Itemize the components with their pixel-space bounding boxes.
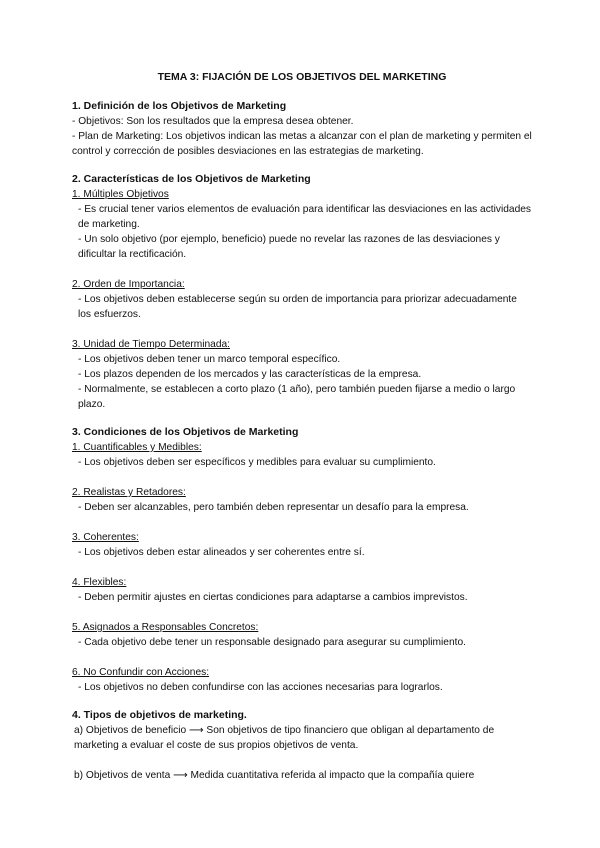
section-1-heading: 1. Definición de los Objetivos de Marketing xyxy=(72,100,287,112)
condition-line: - Deben ser alcanzables, pero también deben representar un desafío para la empresa. xyxy=(78,502,469,513)
condition-label: 5. Asignados a Responsables Concretos: xyxy=(72,622,259,633)
bullet-line: - Los plazos dependen de los mercados y las características de la empresa. xyxy=(78,369,422,380)
type-a-line: a) Objetivos de beneficio ⟶ Son objetivos de tipo financiero que obligan al departamento de marketing a evaluar el coste de sus propios objetivos de venta. xyxy=(74,725,495,751)
subsection-label: 2. Orden de Importancia: xyxy=(72,279,185,290)
section-4-heading: 4. Tipos de objetivos de marketing. xyxy=(72,709,247,721)
subsection-label: 3. Unidad de Tiempo Determinada: xyxy=(72,339,230,350)
condition-line: - Los objetivos no deben confundirse con las acciones necesarias para lograrlos. xyxy=(78,682,443,693)
subsection-label: 1. Múltiples Objetivos xyxy=(72,189,169,200)
bullet-line: - Normalmente, se establecen a corto plazo (1 año), pero también pueden fijarse a medio o largo plazo. xyxy=(78,384,516,410)
condition-label: 3. Coherentes: xyxy=(72,532,139,543)
condition-label: 1. Cuantificables y Medibles: xyxy=(72,442,202,453)
bullet-line: - Los objetivos deben establecerse según su orden de importancia para priorizar adecuadamente los esfuerzos. xyxy=(78,294,517,320)
section-1-line: - Objetivos: Son los resultados que la empresa desea obtener. xyxy=(72,116,354,127)
condition-label: 6. No Confundir con Acciones: xyxy=(72,667,210,678)
type-b-line: b) Objetivos de venta ⟶ Medida cuantitativa referida al impacto que la compañía quiere xyxy=(74,770,475,781)
section-3-heading: 3. Condiciones de los Objetivos de Marketing xyxy=(72,426,299,438)
section-2-heading: 2. Características de los Objetivos de Marketing xyxy=(72,173,311,185)
condition-line: - Los objetivos deben ser específicos y medibles para evaluar su cumplimiento. xyxy=(78,457,436,468)
section-1-line: - Plan de Marketing: Los objetivos indican las metas a alcanzar con el plan de marketing y permiten el control y corrección de posibles desviaciones en las estrategias de marketing. xyxy=(72,131,532,157)
bullet-line: - Los objetivos deben tener un marco temporal específico. xyxy=(78,354,341,365)
condition-line: - Los objetivos deben estar alineados y ser coherentes entre sí. xyxy=(78,547,365,558)
condition-line: - Deben permitir ajustes en ciertas condiciones para adaptarse a cambios imprevistos. xyxy=(78,592,468,603)
condition-label: 4. Flexibles: xyxy=(72,577,127,588)
document-title: TEMA 3: FIJACIÓN DE LOS OBJETIVOS DEL MARKETING xyxy=(157,71,447,83)
bullet-line: - Es crucial tener varios elementos de evaluación para identificar las desviaciones en las actividades de marketing. xyxy=(78,204,532,230)
condition-label: 2. Realistas y Retadores: xyxy=(72,487,186,498)
condition-line: - Cada objetivo debe tener un responsable designado para asegurar su cumplimiento. xyxy=(78,637,466,648)
bullet-line: - Un solo objetivo (por ejemplo, beneficio) puede no revelar las razones de las desviaciones y dificultar la rectificación. xyxy=(78,234,500,260)
document-page xyxy=(72,70,532,783)
